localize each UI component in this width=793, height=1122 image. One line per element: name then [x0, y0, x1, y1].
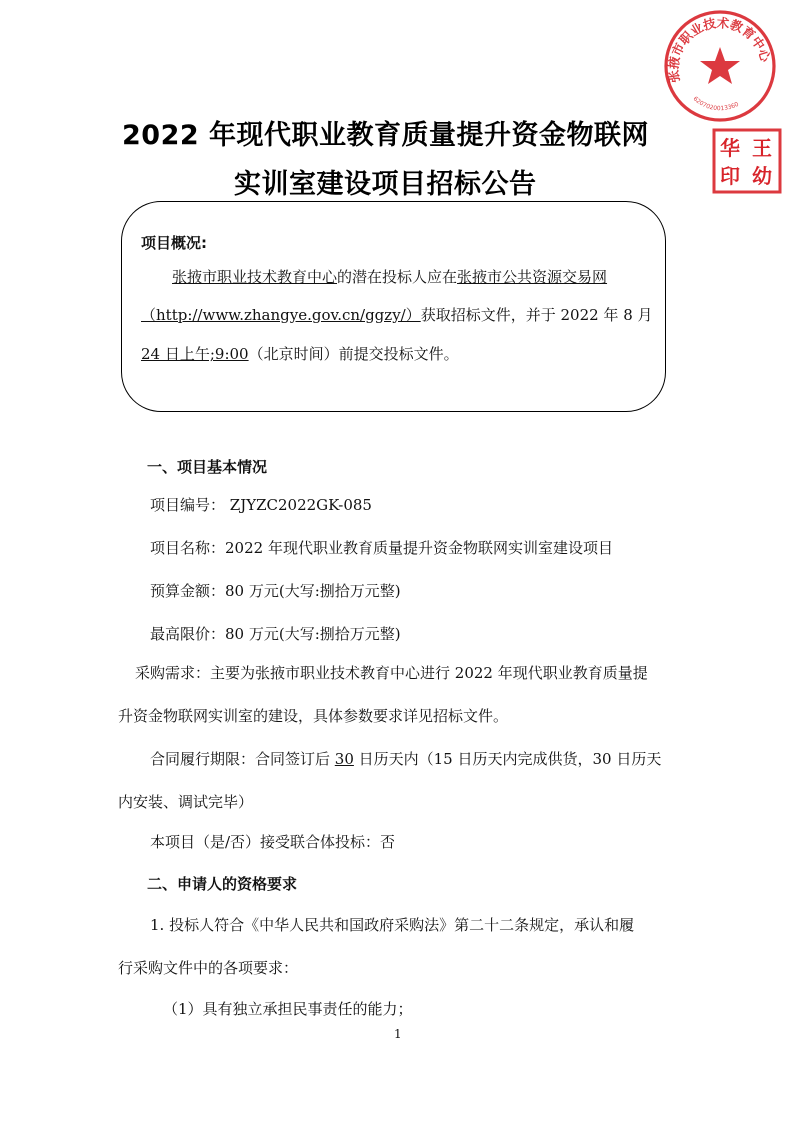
contract-period-days: 30: [334, 750, 354, 768]
project-name: 项目名称：2022 年现代职业教育质量提升资金物联网实训室建设项目: [150, 539, 613, 557]
overview-line-1: [172, 266, 607, 287]
overview-url-link[interactable]: （http://www.zhangye.gov.cn/ggzy/）: [141, 306, 421, 324]
qualification-item-1-line2: 行采购文件中的各项要求：: [118, 959, 299, 977]
document-title-line1: 2022 年现代职业教育质量提升资金物联网: [122, 120, 650, 151]
consortium-bidding: 本项目（是/否）接受联合体投标：否: [150, 833, 396, 851]
seal-star-icon: [700, 47, 740, 84]
seal-square-char-3: 印: [720, 164, 740, 188]
contract-period-text: 合同履行期限：合同签订后: [150, 750, 335, 768]
overview-text: 获取招标文件，并于 2022 年 8 月: [420, 306, 653, 324]
overview-deadline: 24 日上午;9:00: [141, 345, 249, 363]
seal-round-text: 张掖市职业技术教育中心: [665, 15, 774, 84]
overview-line-3: [141, 343, 459, 364]
svg-text:6207020013360: [692, 95, 740, 112]
overview-platform-link[interactable]: 张掖市公共资源交易网: [457, 268, 608, 286]
procurement-demand-line2: 升资金物联网实训室的建设，具体参数要求详见招标文件。: [118, 707, 509, 725]
contract-period-line2: 内安装、调试完毕）: [118, 793, 254, 811]
section-1-heading: 一、项目基本情况: [147, 458, 268, 476]
seal-square-char-1: 华: [720, 136, 740, 160]
document-title-line2: 实训室建设项目招标公告: [234, 169, 537, 200]
seal-round-code: 6207020013360: [691, 95, 740, 113]
overview-text: 的潜在投标人应在: [337, 268, 458, 286]
project-number: 项目编号： ZJYZC2022GK-085: [150, 496, 372, 514]
personal-square-seal: [712, 128, 782, 194]
overview-heading: 项目概况:: [141, 234, 207, 252]
official-round-seal: [659, 7, 781, 125]
section-2-heading: 二、申请人的资格要求: [147, 875, 298, 893]
seal-square-char-4: 幼: [752, 164, 772, 188]
procurement-demand-line1: 采购需求：主要为张掖市职业技术教育中心进行 2022 年现代职业教育质量提: [135, 664, 648, 682]
overview-org-name: 张掖市职业技术教育中心: [172, 268, 338, 286]
max-price: 最高限价：80 万元(大写:捌拾万元整): [150, 625, 401, 643]
page-number: 1: [394, 1027, 402, 1041]
contract-period-line1: [150, 748, 661, 770]
contract-period-text: 日历天内（15 日历天内完成供货，30 日历天: [353, 750, 662, 768]
qualification-item-1-line1: 1. 投标人符合《中华人民共和国政府采购法》第二十二条规定，承认和履: [150, 916, 635, 934]
qualification-item-1-sub1: （1）具有独立承担民事责任的能力；: [163, 1000, 413, 1018]
overview-line-2: [141, 304, 653, 325]
overview-text: （北京时间）前提交投标文件。: [248, 345, 459, 363]
budget-amount: 预算金额：80 万元(大写:捌拾万元整): [150, 582, 401, 600]
seal-square-char-2: 王: [752, 136, 772, 160]
